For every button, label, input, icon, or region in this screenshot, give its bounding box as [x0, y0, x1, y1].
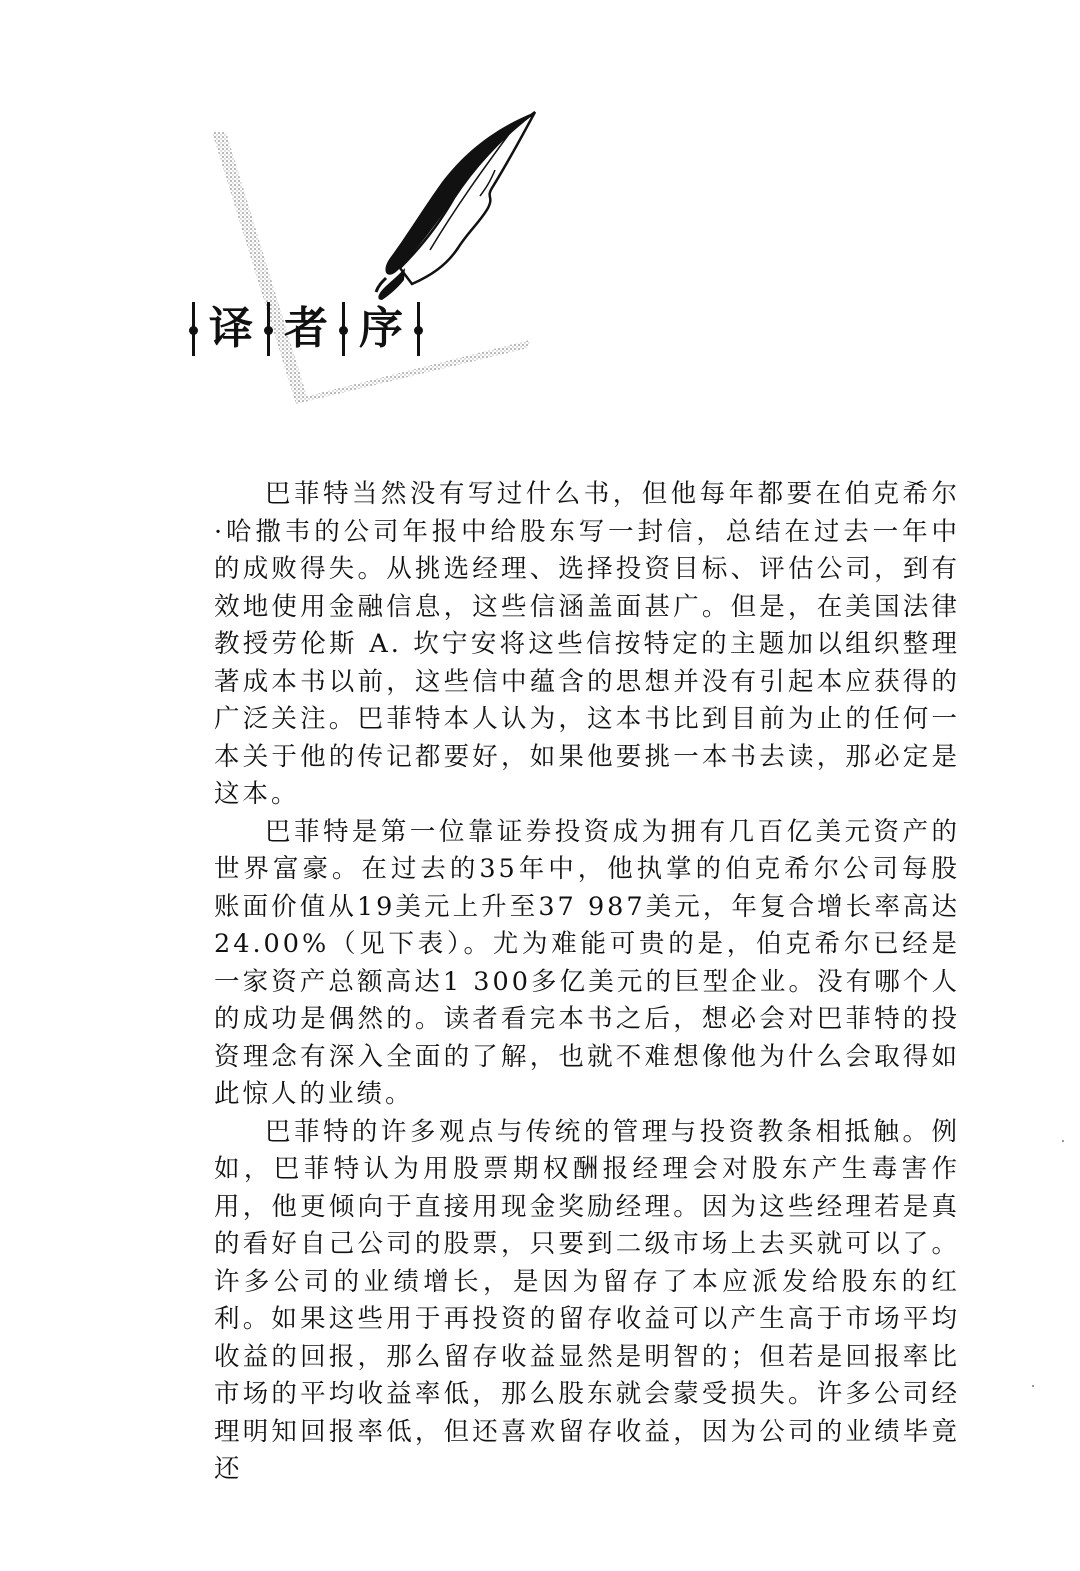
title-divider	[342, 302, 345, 356]
title-char-3: 序	[359, 303, 403, 354]
scan-speck	[1032, 1385, 1034, 1387]
title-divider	[417, 302, 420, 356]
scan-speck	[1062, 1140, 1064, 1142]
title-char-1: 译	[209, 303, 253, 354]
quill-pen-ornament	[190, 100, 560, 420]
paragraph-3: 巴菲特的许多观点与传统的管理与投资教条相抵触。例如，巴菲特认为用股票期权酬报经理会对股东产生毒害作用，他更倾向于直接用现金奖励经理。因为这些经理若是真的看好自己公司的股票，只要到二级市场上去买就可以了。许多公司的业绩增长，是因为留存了本应派发给股东的红利。如果这些用于再投资的留存收益可以产生高于市场平均收益的回报，那么留存收益显然是明智的；但若是回报率比市场的平均收益率低，那么股东就会蒙受损失。许多公司经理明知回报率低，但还喜欢留存收益，因为公司的业绩毕竟还	[214, 1116, 960, 1484]
paragraph-1: 巴菲特当然没有写过什么书，但他每年都要在伯克希尔·哈撒韦的公司年报中给股东写一封信，总结在过去一年中的成败得失。从挑选经理、选择投资目标、评估公司，到有效地使用金融信息，这些信涵盖面甚广。但是，在美国法律教授劳伦斯 A. 坎宁安将这些信按特定的主题加以组织整理著成本书以前，这些信中蕴含的思想并没有引起本应获得的广泛关注。巴菲特本人认为，这本书比到目前为止的任何一本关于他的传记都要好，如果他要挑一本书去读，那必定是这本。	[214, 479, 960, 809]
title-divider	[267, 302, 270, 356]
page-title	[192, 298, 420, 360]
title-divider	[192, 302, 195, 356]
title-char-2: 者	[284, 303, 328, 354]
paragraph-2: 巴菲特是第一位靠证券投资成为拥有几百亿美元资产的世界富豪。在过去的35年中，他执掌的伯克希尔公司每股账面价值从19美元上升至37 987美元，年复合增长率高达24.00%（见下表）。尤为难能可贵的是，伯克希尔已经是一家资产总额高达1 300多亿美元的巨型企业。没有哪个人的成功是偶然的。读者看完本书之后，想必会对巴菲特的投资理念有深入全面的了解，也就不难想像他为什么会取得如此惊人的业绩。	[214, 816, 960, 1109]
frame-left-stroke	[212, 132, 308, 404]
body-text	[214, 476, 960, 1489]
